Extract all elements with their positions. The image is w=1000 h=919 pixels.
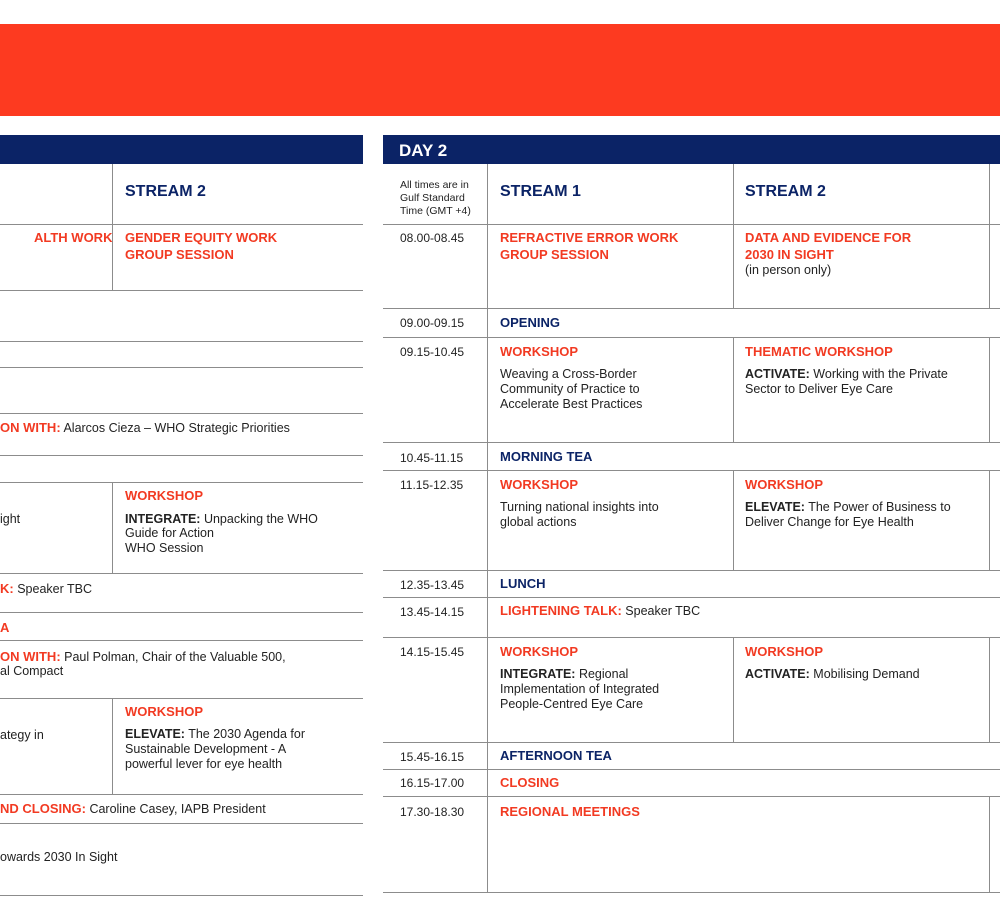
workshop-label: WORKSHOP [745,644,823,659]
time-slot: 09.15-10.45 [400,345,465,359]
workshop-label: WORKSHOP [500,477,578,492]
table-row [0,368,363,414]
session-line [125,512,318,527]
session-text: Sector to Deliver Eye Care [745,382,893,396]
workshop-label: WORKSHOP [125,704,203,719]
time-slot: 17.30-18.30 [400,805,465,819]
time-slot: 08.00-08.45 [400,231,465,245]
session-line [0,800,266,817]
table-row [0,641,363,699]
time-slot: 11.15-12.35 [400,478,464,492]
time-slot: 13.45-14.15 [400,605,465,619]
theme-label: INTEGRATE: [500,667,576,681]
theme-label: ELEVATE: [745,500,805,514]
time-slot: 14.15-15.45 [400,645,465,659]
workshop-label: WORKSHOP [745,477,823,492]
table-row [0,225,363,291]
session-text: Alarcos Cieza – WHO Strategic Priorities [63,421,290,435]
time-slot: 10.45-11.15 [400,451,464,465]
session-line [745,367,948,382]
day2-panel [383,135,1000,893]
table-row [0,824,363,896]
timezone-note-line: Gulf Standard [400,192,465,204]
session-line [0,419,290,436]
day2-stream2-heading: STREAM 2 [745,183,826,200]
table-row [0,291,363,342]
session-line [500,602,700,619]
time-slot: 09.00-09.15 [400,316,465,330]
day1-header-bar [0,135,363,164]
session-lead: K: [0,581,14,596]
theme-label: INTEGRATE: [125,512,201,526]
time-slot: 16.15-17.00 [400,776,465,790]
theme-label: ACTIVATE: [745,667,810,681]
table-row [0,483,363,574]
session-line [0,580,92,597]
session-lead: ON WITH: [0,420,61,435]
session-title: OPENING [500,315,560,330]
session-title: GROUP SESSION [125,247,234,262]
day2-header-bar [383,135,1000,164]
workshop-label: THEMATIC WORKSHOP [745,344,893,359]
table-row [383,443,1000,471]
timezone-note-line: Time (GMT +4) [400,205,471,217]
day1-stream-header-row [0,164,363,225]
session-title: DATA AND EVIDENCE FOR [745,230,912,245]
session-title: 2030 IN SIGHT [745,247,834,262]
session-title: CLOSING [500,775,560,790]
session-text: Accelerate Best Practices [500,397,643,411]
table-row [0,795,363,824]
table-row [383,225,1000,309]
session-text: Weaving a Cross-Border [500,367,637,381]
session-title: A [0,620,10,635]
session-title: LUNCH [500,576,546,591]
table-row [0,456,363,483]
theme-label: ELEVATE: [125,727,185,741]
table-row [383,797,1000,893]
session-title: ALTH WORK [34,230,113,245]
table-row [383,309,1000,338]
day2-stream1-heading: STREAM 1 [500,183,581,200]
session-text: Speaker TBC [17,582,93,596]
session-text: Deliver Change for Eye Health [745,515,914,529]
session-title: GENDER EQUITY WORK [125,230,278,245]
session-text: Regional [578,667,629,681]
session-text: ight [0,512,21,526]
session-text: Paul Polman, Chair of the Valuable 500, [64,650,286,664]
session-text: The 2030 Agenda for [188,727,305,741]
timezone-note-line: All times are in [400,179,469,191]
table-row [383,743,1000,770]
session-line [745,667,920,682]
session-text: Caroline Casey, IAPB President [89,802,266,816]
session-text: Unpacking the WHO [203,512,318,526]
table-row [0,574,363,613]
table-row [383,638,1000,743]
day1-stream2-heading: STREAM 2 [125,183,206,200]
day1-panel [0,135,363,896]
table-row [0,342,363,368]
session-text: Community of Practice to [500,382,640,396]
session-text: Mobilising Demand [813,667,920,681]
day2-title: DAY 2 [399,141,448,160]
session-text: Implementation of Integrated [500,682,660,696]
table-row [383,471,1000,571]
table-row [383,598,1000,638]
session-text: Speaker TBC [625,604,701,618]
session-text: Sustainable Development - A [125,742,287,756]
session-lead: ON WITH: [0,649,61,664]
session-text: People-Centred Eye Care [500,697,644,711]
session-text: owards 2030 In Sight [0,850,118,864]
time-slot: 12.35-13.45 [400,578,465,592]
session-text: Guide for Action [125,526,214,540]
session-note: (in person only) [745,263,832,277]
table-row [383,770,1000,797]
session-title: REGIONAL MEETINGS [500,804,640,819]
session-title: GROUP SESSION [500,247,609,262]
table-row [0,699,363,795]
session-text: Turning national insights into [500,500,659,514]
table-row [0,613,363,641]
workshop-label: WORKSHOP [500,644,578,659]
session-lead: ND CLOSING: [0,801,86,816]
session-title: REFRACTIVE ERROR WORK [500,230,679,245]
session-text: WHO Session [125,541,204,555]
session-text: Working with the Private [813,367,948,381]
table-row [383,338,1000,443]
session-line [500,667,628,682]
workshop-label: WORKSHOP [500,344,578,359]
table-row [0,414,363,456]
day2-stream-header-row [383,164,1000,225]
workshop-label: WORKSHOP [125,488,203,503]
time-slot: 15.45-16.15 [400,750,465,764]
session-text: global actions [500,515,577,529]
session-lead: LIGHTENING TALK: [500,603,622,618]
session-title: AFTERNOON TEA [500,748,612,763]
session-text: The Power of Business to [808,500,951,514]
session-text: ategy in [0,728,44,742]
session-line [125,727,305,742]
theme-label: ACTIVATE: [745,367,810,381]
table-row [383,571,1000,598]
header-banner [0,24,1000,116]
session-line [0,648,286,665]
session-title: MORNING TEA [500,449,593,464]
session-text: al Compact [0,664,64,678]
session-line [745,500,951,515]
session-text: powerful lever for eye health [125,757,283,771]
